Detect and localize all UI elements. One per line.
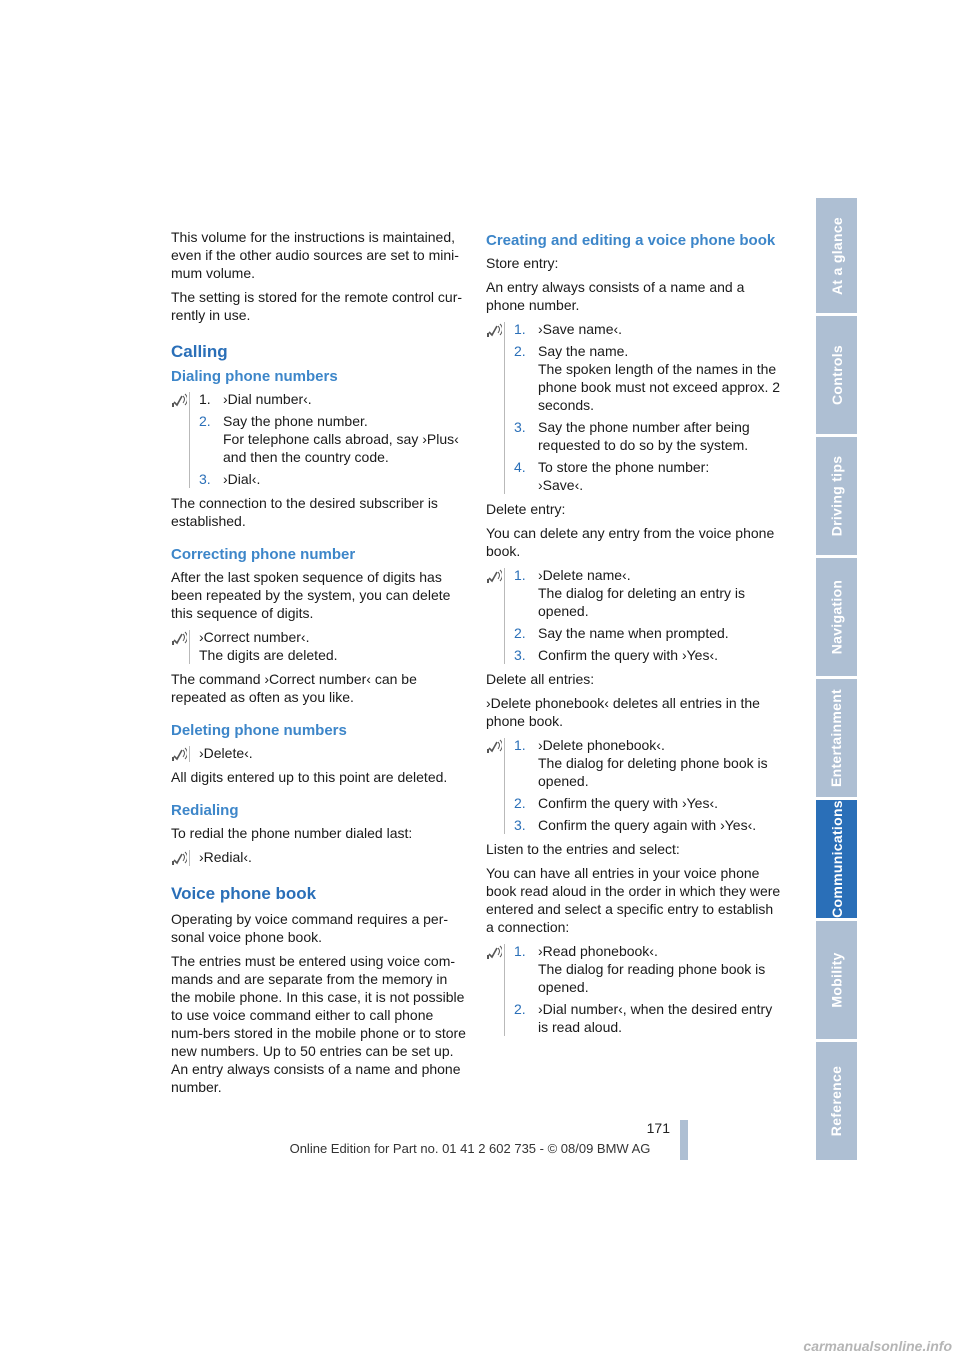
tab-controls[interactable]: Controls xyxy=(816,316,857,434)
correcting-voice-block: ›Correct number‹. The digits are deleted. xyxy=(171,628,467,664)
deleting-after-text: All digits entered up to this point are deleted. xyxy=(171,769,448,785)
deleteall-voice-block: 1. ›Delete phonebook‹. The dialog for deleting phone book is opened. 2. Confirm the query with ›Yes‹. 3. Confirm the query again with ›Yes‹. xyxy=(486,736,782,834)
correcting-text: After the last spoken sequence of digits has been repeated by the system, you can delete this sequence of digits. xyxy=(171,569,451,621)
deleteall-text: ›Delete phonebook‹ deletes all entries in the phone book. xyxy=(486,695,760,729)
listen-label: Listen to the entries and select: xyxy=(486,841,680,857)
tab-entertainment[interactable]: Entertainment xyxy=(816,679,857,797)
dialing-step: 1. ›Dial number‹. xyxy=(199,391,312,407)
tab-at-a-glance[interactable]: At a glance xyxy=(816,198,857,313)
store-label: Store entry: xyxy=(486,255,559,271)
redialing-text: To redial the phone number dialed last: xyxy=(171,825,413,841)
right-column xyxy=(486,228,782,1042)
delete-label: Delete entry: xyxy=(486,501,566,517)
tab-driving-tips[interactable]: Driving tips xyxy=(816,437,857,555)
tab-mobility[interactable]: Mobility xyxy=(816,921,857,1039)
page-number: 171 xyxy=(646,1120,670,1136)
creating-heading: Creating and editing a voice phone book xyxy=(486,232,776,249)
voice-command-icon xyxy=(171,747,187,761)
intro-paragraph-2: The setting is stored for the remote control cur-rently in use. xyxy=(171,289,463,323)
delete-text: You can delete any entry from the voice phone book. xyxy=(486,525,775,559)
calling-heading: Calling xyxy=(171,342,228,361)
voice-command-icon xyxy=(486,739,502,753)
correcting-heading: Correcting phone number xyxy=(171,546,356,563)
correcting-after-text: The command ›Correct number‹ can be repeated as often as you like. xyxy=(171,671,417,705)
listen-text: You can have all entries in your voice phone book read aloud in the order in which they were entered and select a specific entry to establish a connection: xyxy=(486,865,781,935)
tab-reference[interactable]: Reference xyxy=(816,1042,857,1160)
voicebook-paragraph-2: The entries must be entered using voice com-mands and are separate from the memory in the mobile phone. In this case, it is not possible to use voice command either to call phone num-bers stored in the mobile phone or to store new numbers. Up to 50 entries can be set up. An entry always consists of a name and phone number. xyxy=(171,953,466,1095)
voice-command-icon xyxy=(171,393,187,407)
voice-command-icon xyxy=(486,323,502,337)
redialing-heading: Redialing xyxy=(171,802,239,819)
deleting-heading: Deleting phone numbers xyxy=(171,722,347,739)
tab-navigation[interactable]: Navigation xyxy=(816,558,857,676)
intro-paragraph-1: This volume for the instructions is maintained, even if the other audio sources are set to mini-mum volume. xyxy=(171,229,459,281)
redialing-voice-block: ›Redial‹. xyxy=(171,848,467,866)
watermark: carmanualsonline.info xyxy=(803,1338,952,1354)
dialing-voice-block xyxy=(171,390,467,488)
voicebook-heading: Voice phone book xyxy=(171,884,317,903)
voice-command-icon xyxy=(171,851,187,865)
delete-voice-block: 1. ›Delete name‹. The dialog for deleting an entry is opened. 2. Say the name when prompted. 3. Confirm the query with ›Yes‹. xyxy=(486,566,782,664)
dialing-step: 3. ›Dial‹. xyxy=(199,471,261,487)
voice-command-icon xyxy=(486,945,502,959)
dialing-step: 2. Say the phone number. For telephone calls abroad, say ›Plus‹ and then the country code. xyxy=(199,413,459,465)
voice-command-icon xyxy=(486,569,502,583)
deleteall-label: Delete all entries: xyxy=(486,671,595,687)
left-column xyxy=(171,228,467,1102)
store-voice-block: 1. ›Save name‹. 2. Say the name. The spoken length of the names in the phone book must not exceed approx. 2 seconds. 3. Say the phone number after being requested to do so by the system. 4. To store the phone number: ›Save‹. xyxy=(486,320,782,494)
listen-voice-block: 1. ›Read phonebook‹. The dialog for reading phone book is opened. 2. ›Dial number‹, when the desired entry is read aloud. xyxy=(486,942,782,1036)
tab-communications[interactable]: Communications xyxy=(816,800,857,918)
voicebook-paragraph-1: Operating by voice command requires a per-sonal voice phone book. xyxy=(171,911,449,945)
voice-command-icon xyxy=(171,631,187,645)
dialing-heading: Dialing phone numbers xyxy=(171,368,338,385)
footer: Online Edition for Part no. 01 41 2 602 735 - © 08/09 BMW AG xyxy=(289,1141,651,1156)
deleting-voice-block: ›Delete‹. xyxy=(171,744,467,762)
store-text: An entry always consists of a name and a phone number. xyxy=(486,279,745,313)
dialing-after-text: The connection to the desired subscriber is established. xyxy=(171,495,438,529)
